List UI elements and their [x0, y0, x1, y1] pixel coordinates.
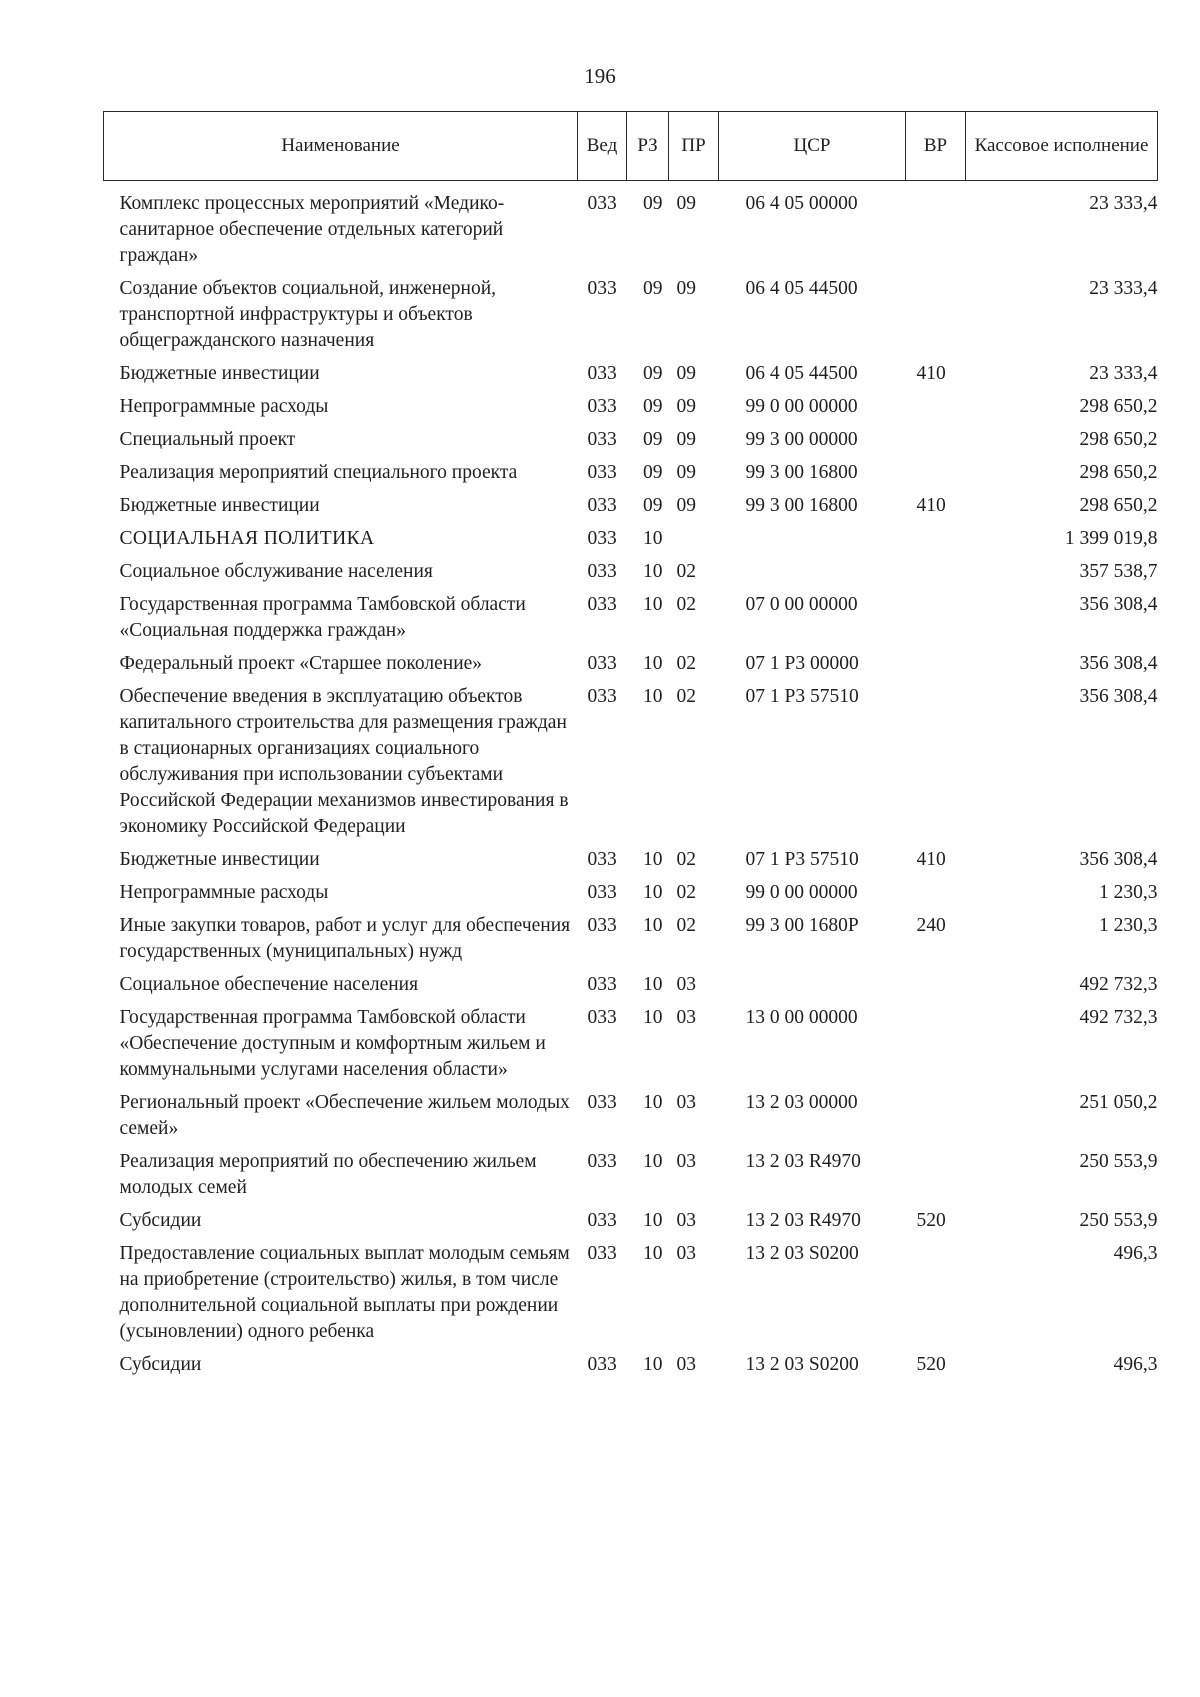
cell-name: СОЦИАЛЬНАЯ ПОЛИТИКА — [119, 528, 375, 549]
cell-sum: 298 650,2 — [1079, 495, 1158, 516]
cell-ved: 033 — [587, 561, 617, 582]
cell-name: Социальное обслуживание населения — [119, 561, 433, 582]
cell-vr — [906, 968, 966, 1001]
cell-ved: 033 — [587, 278, 617, 299]
cell-sum: 496,3 — [1113, 1243, 1158, 1264]
cell-sum: 356 308,4 — [1079, 849, 1158, 870]
table-row — [104, 1086, 1158, 1145]
cell-name: Федеральный проект «Старшее поколение» — [119, 653, 483, 674]
cell-name: Социальное обеспечение населения — [119, 974, 419, 995]
cell-ved: 033 — [587, 653, 617, 674]
cell-name: Предоставление социальных выплат молодым семьям на приобретение (строительство) жилья, в том числе дополнительной социальной выплаты при рождении (усыновлении) одного ребенка — [119, 1243, 570, 1342]
header-name: Наименование — [104, 112, 578, 181]
cell-pr: 03 — [676, 1210, 696, 1231]
cell-sum: 251 050,2 — [1079, 1092, 1158, 1113]
table-row-section — [104, 522, 1158, 555]
cell-vr — [906, 181, 966, 273]
cell-rz: 09 — [643, 396, 663, 417]
table-row — [104, 1204, 1158, 1237]
cell-ved: 033 — [587, 528, 617, 549]
table-row — [104, 423, 1158, 456]
cell-vr — [906, 555, 966, 588]
cell-ved: 033 — [587, 594, 617, 615]
cell-vr — [906, 423, 966, 456]
cell-csr: 07 1 Р3 57510 — [745, 849, 859, 870]
cell-name: Государственная программа Тамбовской области «Социальная поддержка граждан» — [119, 594, 526, 641]
cell-sum: 250 553,9 — [1079, 1151, 1158, 1172]
cell-name: Специальный проект — [119, 429, 296, 450]
cell-rz: 09 — [643, 193, 663, 214]
cell-ved: 033 — [587, 193, 617, 214]
cell-csr: 06 4 05 44500 — [745, 278, 858, 299]
page-number: 196 — [584, 64, 616, 88]
cell-pr: 09 — [676, 193, 696, 214]
cell-csr — [719, 968, 906, 1001]
cell-pr: 09 — [676, 278, 696, 299]
cell-ved: 033 — [587, 974, 617, 995]
table-row — [104, 843, 1158, 876]
cell-csr: 13 2 03 00000 — [745, 1092, 858, 1113]
table-row — [104, 647, 1158, 680]
cell-vr — [906, 1145, 966, 1204]
cell-csr: 06 4 05 44500 — [745, 363, 858, 384]
cell-name: Реализация мероприятий по обеспечению жильем молодых семей — [119, 1151, 537, 1198]
cell-rz: 10 — [643, 1151, 663, 1172]
cell-rz: 10 — [643, 594, 663, 615]
cell-pr: 09 — [676, 363, 696, 384]
cell-name: Комплекс процессных мероприятий «Медико-санитарное обеспечение отдельных категорий граждан» — [119, 193, 505, 266]
cell-sum: 357 538,7 — [1079, 561, 1158, 582]
cell-rz: 09 — [643, 363, 663, 384]
header-pr: ПР — [669, 112, 719, 181]
cell-pr: 02 — [676, 882, 696, 903]
header-csr: ЦСР — [719, 112, 906, 181]
cell-name: Субсидии — [119, 1210, 202, 1231]
cell-rz: 10 — [643, 1210, 663, 1231]
cell-ved: 033 — [587, 915, 617, 936]
cell-rz: 10 — [643, 915, 663, 936]
cell-sum: 496,3 — [1113, 1354, 1158, 1375]
cell-name: Непрограммные расходы — [119, 882, 329, 903]
cell-csr: 13 0 00 00000 — [745, 1007, 858, 1028]
cell-ved: 033 — [587, 686, 617, 707]
cell-pr: 02 — [676, 653, 696, 674]
cell-pr: 02 — [676, 594, 696, 615]
cell-pr: 09 — [676, 396, 696, 417]
cell-name: Субсидии — [119, 1354, 202, 1375]
cell-csr: 99 3 00 1680Р — [745, 915, 859, 936]
cell-rz: 10 — [643, 1007, 663, 1028]
cell-vr: 240 — [916, 915, 946, 936]
cell-rz: 10 — [643, 849, 663, 870]
header-ved: Вед — [578, 112, 627, 181]
cell-pr: 09 — [676, 495, 696, 516]
table-row — [104, 181, 1158, 273]
cell-pr — [669, 522, 719, 555]
budget-table — [103, 111, 1158, 1381]
cell-csr: 07 1 Р3 00000 — [745, 653, 859, 674]
cell-rz: 10 — [643, 686, 663, 707]
cell-vr — [906, 1001, 966, 1086]
table-row — [104, 272, 1158, 357]
cell-pr: 02 — [676, 915, 696, 936]
header-rz: РЗ — [627, 112, 669, 181]
cell-ved: 033 — [587, 1007, 617, 1028]
header-vr: ВР — [906, 112, 966, 181]
cell-sum: 298 650,2 — [1079, 462, 1158, 483]
cell-vr — [906, 456, 966, 489]
cell-pr: 03 — [676, 1354, 696, 1375]
cell-csr — [719, 555, 906, 588]
header-sum: Кассовое исполнение — [966, 112, 1158, 181]
cell-rz: 10 — [643, 1354, 663, 1375]
cell-csr: 07 0 00 00000 — [745, 594, 858, 615]
cell-ved: 033 — [587, 1092, 617, 1113]
cell-name: Создание объектов социальной, инженерной, транспортной инфраструктуры и объектов общегражданского назначения — [119, 278, 496, 351]
cell-sum: 492 732,3 — [1079, 1007, 1158, 1028]
table-row — [104, 1348, 1158, 1381]
cell-ved: 033 — [587, 363, 617, 384]
table-row — [104, 357, 1158, 390]
cell-ved: 033 — [587, 396, 617, 417]
cell-pr: 02 — [676, 561, 696, 582]
header-row — [104, 112, 1158, 181]
table-row — [104, 390, 1158, 423]
cell-name: Бюджетные инвестиции — [119, 849, 320, 870]
cell-csr: 99 3 00 16800 — [745, 495, 858, 516]
cell-vr: 410 — [916, 849, 946, 870]
table-row — [104, 876, 1158, 909]
cell-rz: 10 — [643, 1092, 663, 1113]
cell-vr: 410 — [916, 495, 946, 516]
cell-vr — [906, 876, 966, 909]
cell-pr: 03 — [676, 1007, 696, 1028]
cell-csr: 13 2 03 R4970 — [745, 1210, 861, 1231]
cell-ved: 033 — [587, 1354, 617, 1375]
cell-pr: 09 — [676, 429, 696, 450]
cell-sum: 1 399 019,8 — [1064, 528, 1158, 549]
cell-csr: 07 1 Р3 57510 — [745, 686, 859, 707]
cell-ved: 033 — [587, 495, 617, 516]
cell-vr — [906, 522, 966, 555]
table-row — [104, 1237, 1158, 1348]
cell-csr: 99 3 00 16800 — [745, 462, 858, 483]
table-row — [104, 1145, 1158, 1204]
cell-sum: 356 308,4 — [1079, 653, 1158, 674]
cell-pr: 09 — [676, 462, 696, 483]
cell-vr — [906, 272, 966, 357]
cell-vr — [906, 1086, 966, 1145]
cell-name: Государственная программа Тамбовской области «Обеспечение доступным и комфортным жильем и коммунальными услугами населения области» — [119, 1007, 546, 1080]
cell-vr — [906, 390, 966, 423]
table-row — [104, 1001, 1158, 1086]
cell-pr: 02 — [676, 849, 696, 870]
cell-vr: 520 — [916, 1210, 946, 1231]
cell-vr: 520 — [916, 1354, 946, 1375]
cell-ved: 033 — [587, 849, 617, 870]
cell-rz: 10 — [643, 653, 663, 674]
cell-rz: 10 — [643, 561, 663, 582]
cell-rz: 09 — [643, 495, 663, 516]
cell-name: Иные закупки товаров, работ и услуг для обеспечения государственных (муниципальных) нужд — [119, 915, 571, 962]
cell-ved: 033 — [587, 1151, 617, 1172]
cell-vr: 410 — [916, 363, 946, 384]
cell-csr: 13 2 03 R4970 — [745, 1151, 861, 1172]
cell-csr: 13 2 03 S0200 — [745, 1354, 859, 1375]
cell-ved: 033 — [587, 1243, 617, 1264]
cell-ved: 033 — [587, 882, 617, 903]
cell-ved: 033 — [587, 462, 617, 483]
cell-pr: 03 — [676, 974, 696, 995]
table-body — [104, 181, 1158, 1382]
cell-name: Бюджетные инвестиции — [119, 363, 320, 384]
table-row — [104, 489, 1158, 522]
cell-csr: 06 4 05 00000 — [745, 193, 858, 214]
cell-pr: 03 — [676, 1092, 696, 1113]
cell-rz: 09 — [643, 462, 663, 483]
cell-sum: 298 650,2 — [1079, 429, 1158, 450]
table-row — [104, 555, 1158, 588]
cell-name: Бюджетные инвестиции — [119, 495, 320, 516]
cell-rz: 10 — [643, 882, 663, 903]
cell-vr — [906, 588, 966, 647]
table-row — [104, 456, 1158, 489]
cell-sum: 1 230,3 — [1099, 915, 1158, 936]
cell-sum: 356 308,4 — [1079, 686, 1158, 707]
cell-csr: 99 0 00 00000 — [745, 882, 858, 903]
table-row — [104, 588, 1158, 647]
table-row — [104, 968, 1158, 1001]
cell-rz: 10 — [643, 528, 663, 549]
cell-vr — [906, 1237, 966, 1348]
cell-rz: 10 — [643, 1243, 663, 1264]
cell-sum: 356 308,4 — [1079, 594, 1158, 615]
cell-ved: 033 — [587, 1210, 617, 1231]
cell-ved: 033 — [587, 429, 617, 450]
cell-sum: 23 333,4 — [1089, 193, 1158, 214]
cell-name: Региональный проект «Обеспечение жильем молодых семей» — [119, 1092, 570, 1139]
cell-vr — [906, 647, 966, 680]
cell-name: Реализация мероприятий специального проекта — [119, 462, 518, 483]
cell-rz: 10 — [643, 974, 663, 995]
cell-pr: 02 — [676, 686, 696, 707]
cell-vr — [906, 680, 966, 843]
cell-sum: 1 230,3 — [1099, 882, 1158, 903]
cell-sum: 23 333,4 — [1089, 363, 1158, 384]
cell-name: Обеспечение введения в эксплуатацию объектов капитального строительства для размещения граждан в стационарных организациях социального обслуживания при использовании субъектами Российской Федерации механизмов инвестирования в экономику Российской Федерации — [119, 686, 569, 837]
cell-rz: 09 — [643, 278, 663, 299]
cell-sum: 298 650,2 — [1079, 396, 1158, 417]
cell-csr — [719, 522, 906, 555]
table-row — [104, 680, 1158, 843]
cell-name: Непрограммные расходы — [119, 396, 329, 417]
cell-pr: 03 — [676, 1151, 696, 1172]
cell-pr: 03 — [676, 1243, 696, 1264]
cell-csr: 13 2 03 S0200 — [745, 1243, 859, 1264]
cell-rz: 09 — [643, 429, 663, 450]
cell-sum: 23 333,4 — [1089, 278, 1158, 299]
cell-sum: 492 732,3 — [1079, 974, 1158, 995]
table-row — [104, 909, 1158, 968]
cell-csr: 99 3 00 00000 — [745, 429, 858, 450]
cell-sum: 250 553,9 — [1079, 1210, 1158, 1231]
table-header — [104, 112, 1158, 181]
cell-csr: 99 0 00 00000 — [745, 396, 858, 417]
